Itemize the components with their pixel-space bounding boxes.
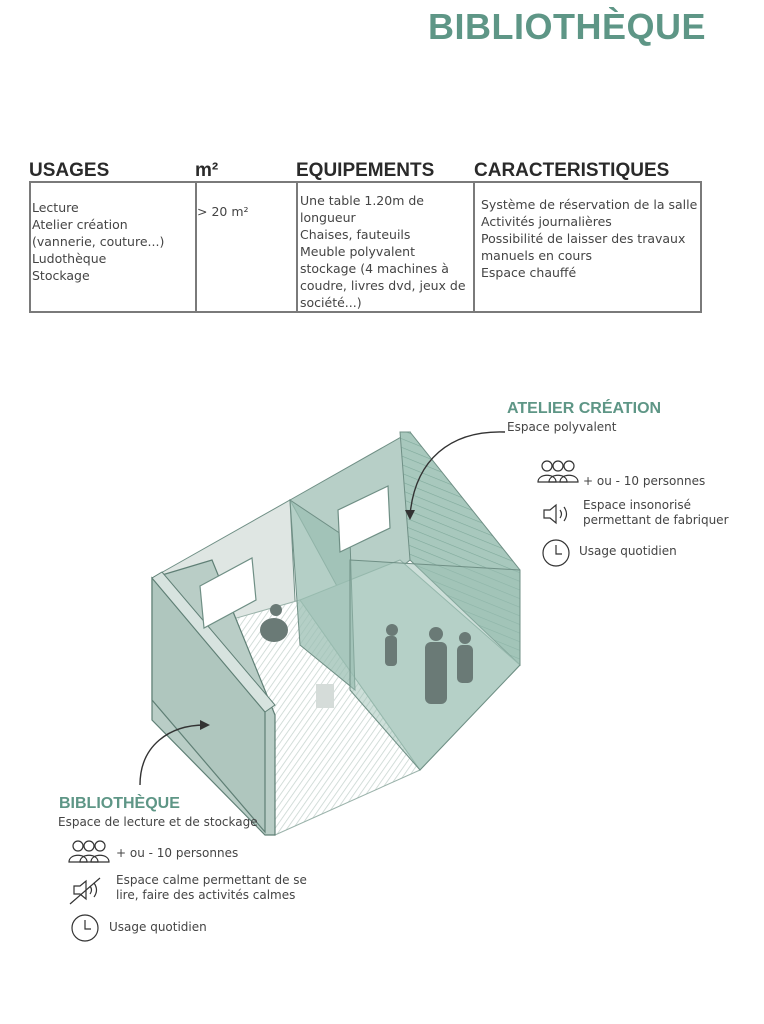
atelier-subtitle: Espace polyvalent (507, 420, 617, 434)
bibliotheque-title: BIBLIOTHÈQUE (59, 795, 180, 812)
page-title: BIBLIOTHÈQUE (428, 6, 707, 47)
usages-text: Lecture Atelier création (vannerie, couture...) Ludothèque Stockage (32, 200, 165, 283)
muted-speaker-icon (68, 876, 104, 906)
area-text: > 20 m² (197, 204, 249, 219)
caracteristiques-text: Système de réservation de la salle Activités journalières Possibilité de laisser des travaux manuels en cours Espace chauffé (481, 197, 698, 280)
header-m2: m² (195, 160, 219, 181)
people-icon (67, 838, 111, 864)
clock-icon (70, 913, 100, 943)
person-adult-head (429, 627, 443, 641)
atelier-sound-text: Espace insonorisé permettant de fabriquer (583, 498, 729, 527)
atelier-usage-text: Usage quotidien (579, 544, 677, 558)
atelier-title: ATELIER CRÉATION (507, 400, 662, 417)
bibliotheque-usage-text: Usage quotidien (109, 920, 207, 934)
person-kid-head (459, 632, 471, 644)
person-reader-body (260, 618, 288, 642)
clock-icon (541, 538, 571, 568)
header-usages: USAGES (29, 160, 110, 181)
people-icon (536, 458, 580, 484)
bibliotheque-subtitle: Espace de lecture et de stockage (58, 815, 258, 829)
atelier-people-text: + ou - 10 personnes (583, 474, 706, 488)
person-child-body (385, 636, 397, 666)
person-kid-body (457, 645, 473, 683)
small-table (316, 684, 334, 708)
person-reader-head (270, 604, 282, 616)
header-equipements: EQUIPEMENTS (296, 160, 435, 181)
header-caracteristiques: CARACTERISTIQUES (474, 160, 670, 181)
bibliotheque-people-text: + ou - 10 personnes (116, 846, 239, 860)
person-child-head (386, 624, 398, 636)
equipements-text: Une table 1.20m de longueur Chaises, fauteuils Meuble polyvalent stockage (4 machines à coudre, livres dvd, jeux de société...) (300, 193, 466, 310)
person-adult-body (425, 642, 447, 704)
bibliotheque-sound-text: Espace calme permettant de se lire, faire des activités calmes (116, 873, 307, 902)
speaker-icon (542, 502, 574, 526)
